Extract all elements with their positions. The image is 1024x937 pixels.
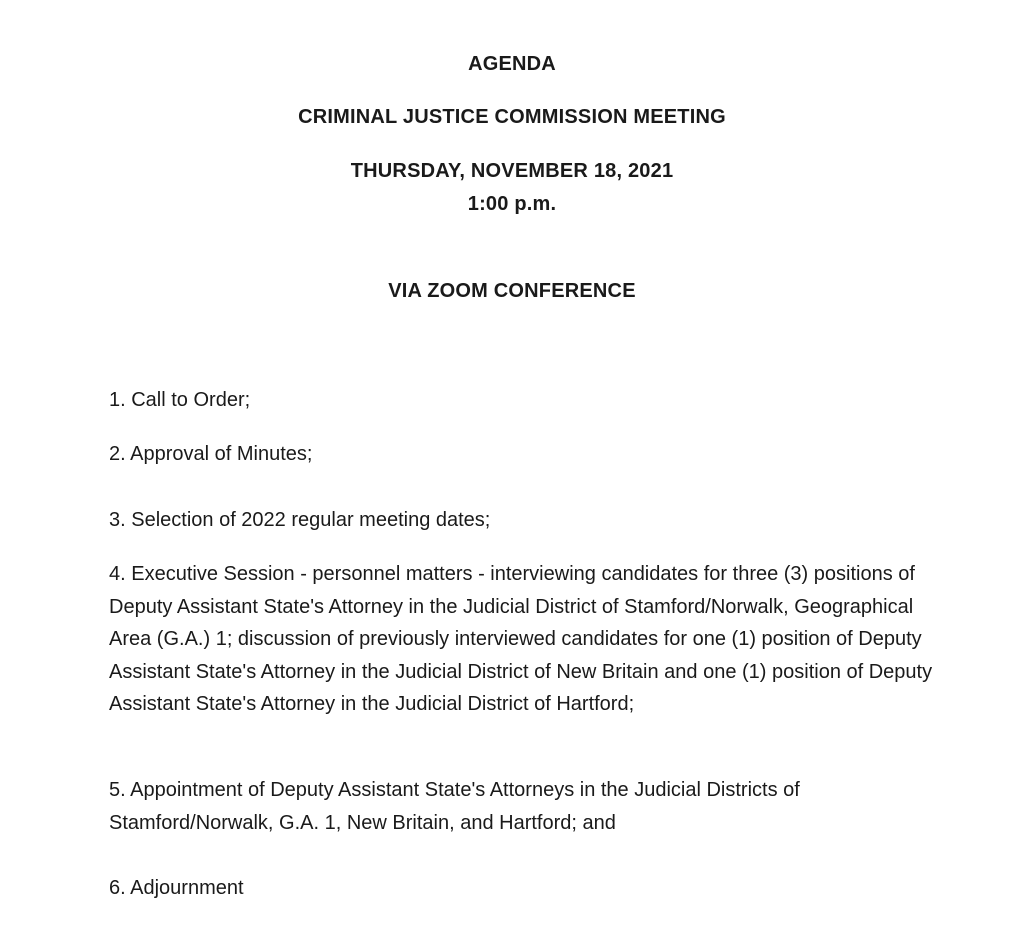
agenda-item-approval-of-minutes: 2. Approval of Minutes; xyxy=(109,443,313,465)
agenda-item-appointment: 5. Appointment of Deputy Assistant State's Attorneys in the Judicial Districts of Stamford/Norwalk, G.A. 1, New Britain, and Hartford; and xyxy=(109,779,800,834)
meeting-time: 1:00 p.m. xyxy=(467,193,557,215)
meeting-venue: VIA ZOOM CONFERENCE xyxy=(388,280,636,302)
agenda-item-meeting-dates: 3. Selection of 2022 regular meeting dates; xyxy=(109,509,491,531)
agenda-item-adjournment: 6. Adjournment xyxy=(109,877,244,899)
agenda-title: AGENDA xyxy=(468,53,556,75)
meeting-date: THURSDAY, NOVEMBER 18, 2021 xyxy=(350,160,674,182)
agenda-item-executive-session: 4. Executive Session - personnel matters - interviewing candidates for three (3) positions of Deputy Assistant State's Attorney in the Judicial District of Stamford/Norwalk, Geographical Area (G.A.) 1; discussion of previously interviewed candidates for one (1) position of Deputy Assistant State's Attorney in the Judicial District of New Britain and one (1) position of Deputy Assistant State's Attorney in the Judicial District of Hartford; xyxy=(109,563,933,715)
agenda-item-call-to-order: 1. Call to Order; xyxy=(109,389,251,411)
commission-name: CRIMINAL JUSTICE COMMISSION MEETING xyxy=(298,106,726,128)
